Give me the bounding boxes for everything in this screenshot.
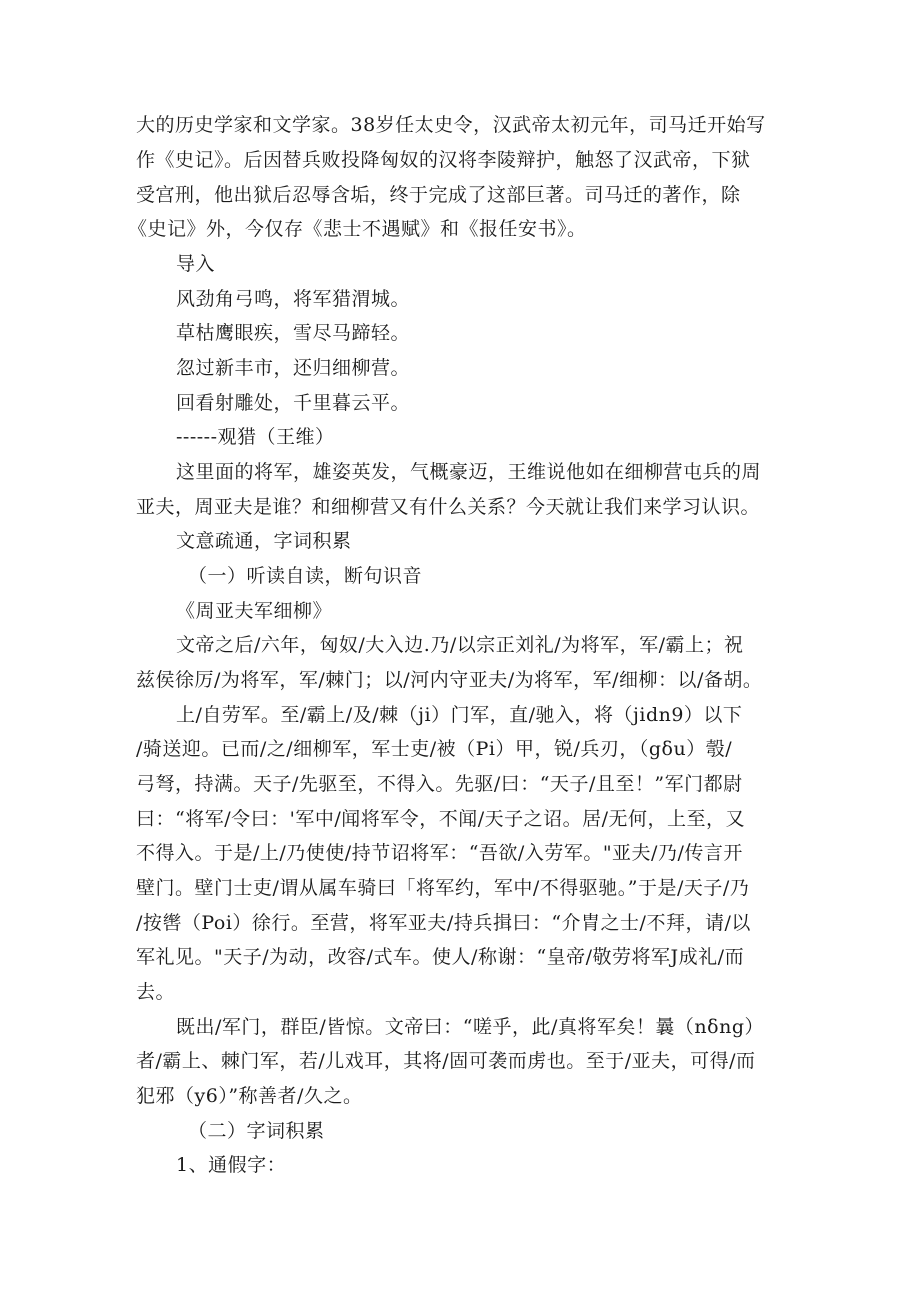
text-p2-line-8: 军礼见。"天子/为动，改容/式车。使人/称谢：“皇帝/敬劳将军J成礼/而 xyxy=(136,946,745,968)
poem-line-1: 风劲角弓鸣，将军猎渭城。 xyxy=(176,288,411,310)
lead-in-para-line-1: 这里面的将军，雄姿英发，气概豪迈，王维说他如在细柳营屯兵的周 xyxy=(176,461,762,483)
lead-in-heading: 导入 xyxy=(176,253,216,275)
text-p2-line-1: 上/自劳军。至/霸上/及/棘（ji）门军，直/驰入，将（jidn9）以下 xyxy=(176,704,743,726)
intro-line-4: 《史记》外，今仅存《悲士不遇赋》和《报任安书》。 xyxy=(128,218,587,240)
intro-line-3: 受宫刑，他出狱后忍辱含垢，终于完成了这部巨著。司马迁的著作，除 xyxy=(136,184,741,206)
intro-line-1: 大的历史学家和文学家。38岁任太史令，汉武帝太初元年，司马迁开始写 xyxy=(136,114,766,136)
poem-line-4: 回看射雕处，千里暮云平。 xyxy=(176,392,411,414)
section-heading: 文意疏通，字词积累 xyxy=(176,530,352,552)
text-p2-line-6: 壁门。壁门士吏/谓从属车骑曰「将军约，军中/不得驱驰。”于是/天子/乃 xyxy=(136,877,750,899)
text-p2-line-2: /骑送迎。已而/之/细柳军，军士吏/被（Pi）甲，锐/兵刃，（gδu）彀/ xyxy=(136,738,733,760)
poem-line-2: 草枯鹰眼疾，雪尽马蹄轻。 xyxy=(176,322,411,344)
text-p1-line-1: 文帝之后/六年，匈奴/大入边.乃/以宗正刘礼/为将军，军/霸上；祝 xyxy=(176,634,744,656)
vocab-item-1: 1、通假字： xyxy=(176,1154,287,1176)
poem-attribution: ------观猎（王维） xyxy=(176,426,335,448)
text-p2-line-7: /按辔（Poi）徐行。至营，将军亚夫/持兵揖曰：“介胄之士/不拜，请/以 xyxy=(136,912,751,934)
intro-line-2: 作《史记》。后因替兵败投降匈奴的汉将李陵辩护，触怒了汉武帝，下狱 xyxy=(136,149,751,171)
subsection-2-heading: （二）字词积累 xyxy=(188,1120,325,1142)
text-p3-line-3: 犯邪（y6）”称善者/久之。 xyxy=(136,1085,363,1107)
text-title: 《周亚夫军细柳》 xyxy=(176,600,333,622)
text-p2-line-3: 弓弩，持满。天子/先驱至，不得入。先驱/曰：“天子/且至！”军门都尉 xyxy=(136,773,743,795)
text-p2-line-4: 曰：“将军/令曰：'军中/闻将军令，不闻/天子之诏。居/无何，上至，又 xyxy=(136,808,746,830)
text-p3-line-2: 者/霸上、棘门军，若/儿戏耳，其将/固可袭而虏也。至于/亚夫，可得/而 xyxy=(136,1050,756,1072)
subsection-1-heading: （一）听读自读，断句识音 xyxy=(188,565,423,587)
text-p2-line-9: 去。 xyxy=(136,981,176,1003)
text-p1-line-2: 兹侯徐厉/为将军，军/棘门；以/河内守亚夫/为将军，军/细柳：以/备胡。 xyxy=(136,669,763,691)
text-p3-line-1: 既出/军门，群臣/皆惊。文帝曰：“嗟乎，此/真将军矣！曩（nδng） xyxy=(176,1016,764,1038)
poem-line-3: 忽过新丰市，还归细柳营。 xyxy=(176,357,411,379)
text-p2-line-5: 不得入。于是/上/乃使使/持节诏将军：“吾欲/入劳军。"亚夫/乃/传言开 xyxy=(136,842,743,864)
lead-in-para-line-2: 亚夫，周亚夫是谁？和细柳营又有什么关系？今天就让我们来学习认识。 xyxy=(136,496,761,518)
